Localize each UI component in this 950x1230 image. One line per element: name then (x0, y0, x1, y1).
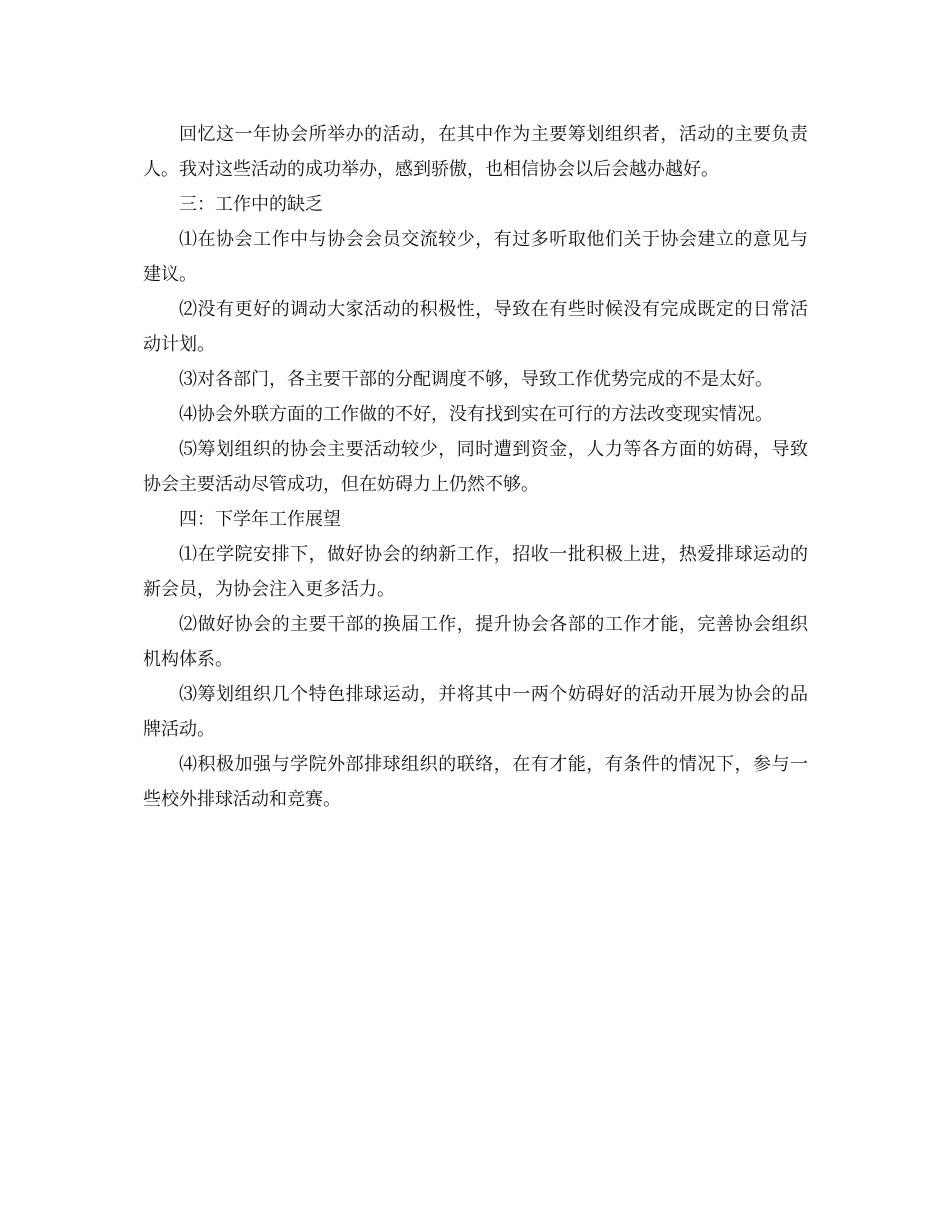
section-heading-shortcomings: 三：工作中的缺乏 (179, 194, 323, 215)
document-body (143, 117, 808, 817)
shortcoming-item-4: ⑷协会外联方面的工作做的不好，没有找到实在可行的方法改变现实情况。 (179, 404, 773, 425)
outlook-item-3: ⑶筹划组织几个特色排球运动，并将其中一两个妨碍好的活动开展为协会的品牌活动。 (143, 684, 808, 740)
outlook-item-1: ⑴在学院安排下，做好协会的纳新工作，招收一批积极上进，热爱排球运动的新会员，为协会注入更多活力。 (143, 544, 808, 600)
shortcoming-item-2: ⑵没有更好的调动大家活动的积极性，导致在有些时候没有完成既定的日常活动计划。 (143, 299, 808, 355)
section-heading-outlook: 四：下学年工作展望 (179, 509, 341, 530)
shortcoming-item-1: ⑴在协会工作中与协会会员交流较少，有过多听取他们关于协会建立的意见与建议。 (143, 229, 808, 285)
outlook-item-4: ⑷积极加强与学院外部排球组织的联络，在有才能，有条件的情况下，参与一些校外排球活动和竞赛。 (143, 754, 808, 810)
shortcoming-item-5: ⑸筹划组织的协会主要活动较少，同时遭到资金，人力等各方面的妨碍，导致协会主要活动尽管成功，但在妨碍力上仍然不够。 (143, 439, 808, 495)
paragraph-review: 回忆这一年协会所举办的活动，在其中作为主要筹划组织者，活动的主要负责人。我对这些活动的成功举办，感到骄傲，也相信协会以后会越办越好。 (143, 124, 808, 180)
outlook-item-2: ⑵做好协会的主要干部的换届工作，提升协会各部的工作才能，完善协会组织机构体系。 (143, 614, 808, 670)
shortcoming-item-3: ⑶对各部门，各主要干部的分配调度不够，导致工作优势完成的不是太好。 (179, 369, 773, 390)
